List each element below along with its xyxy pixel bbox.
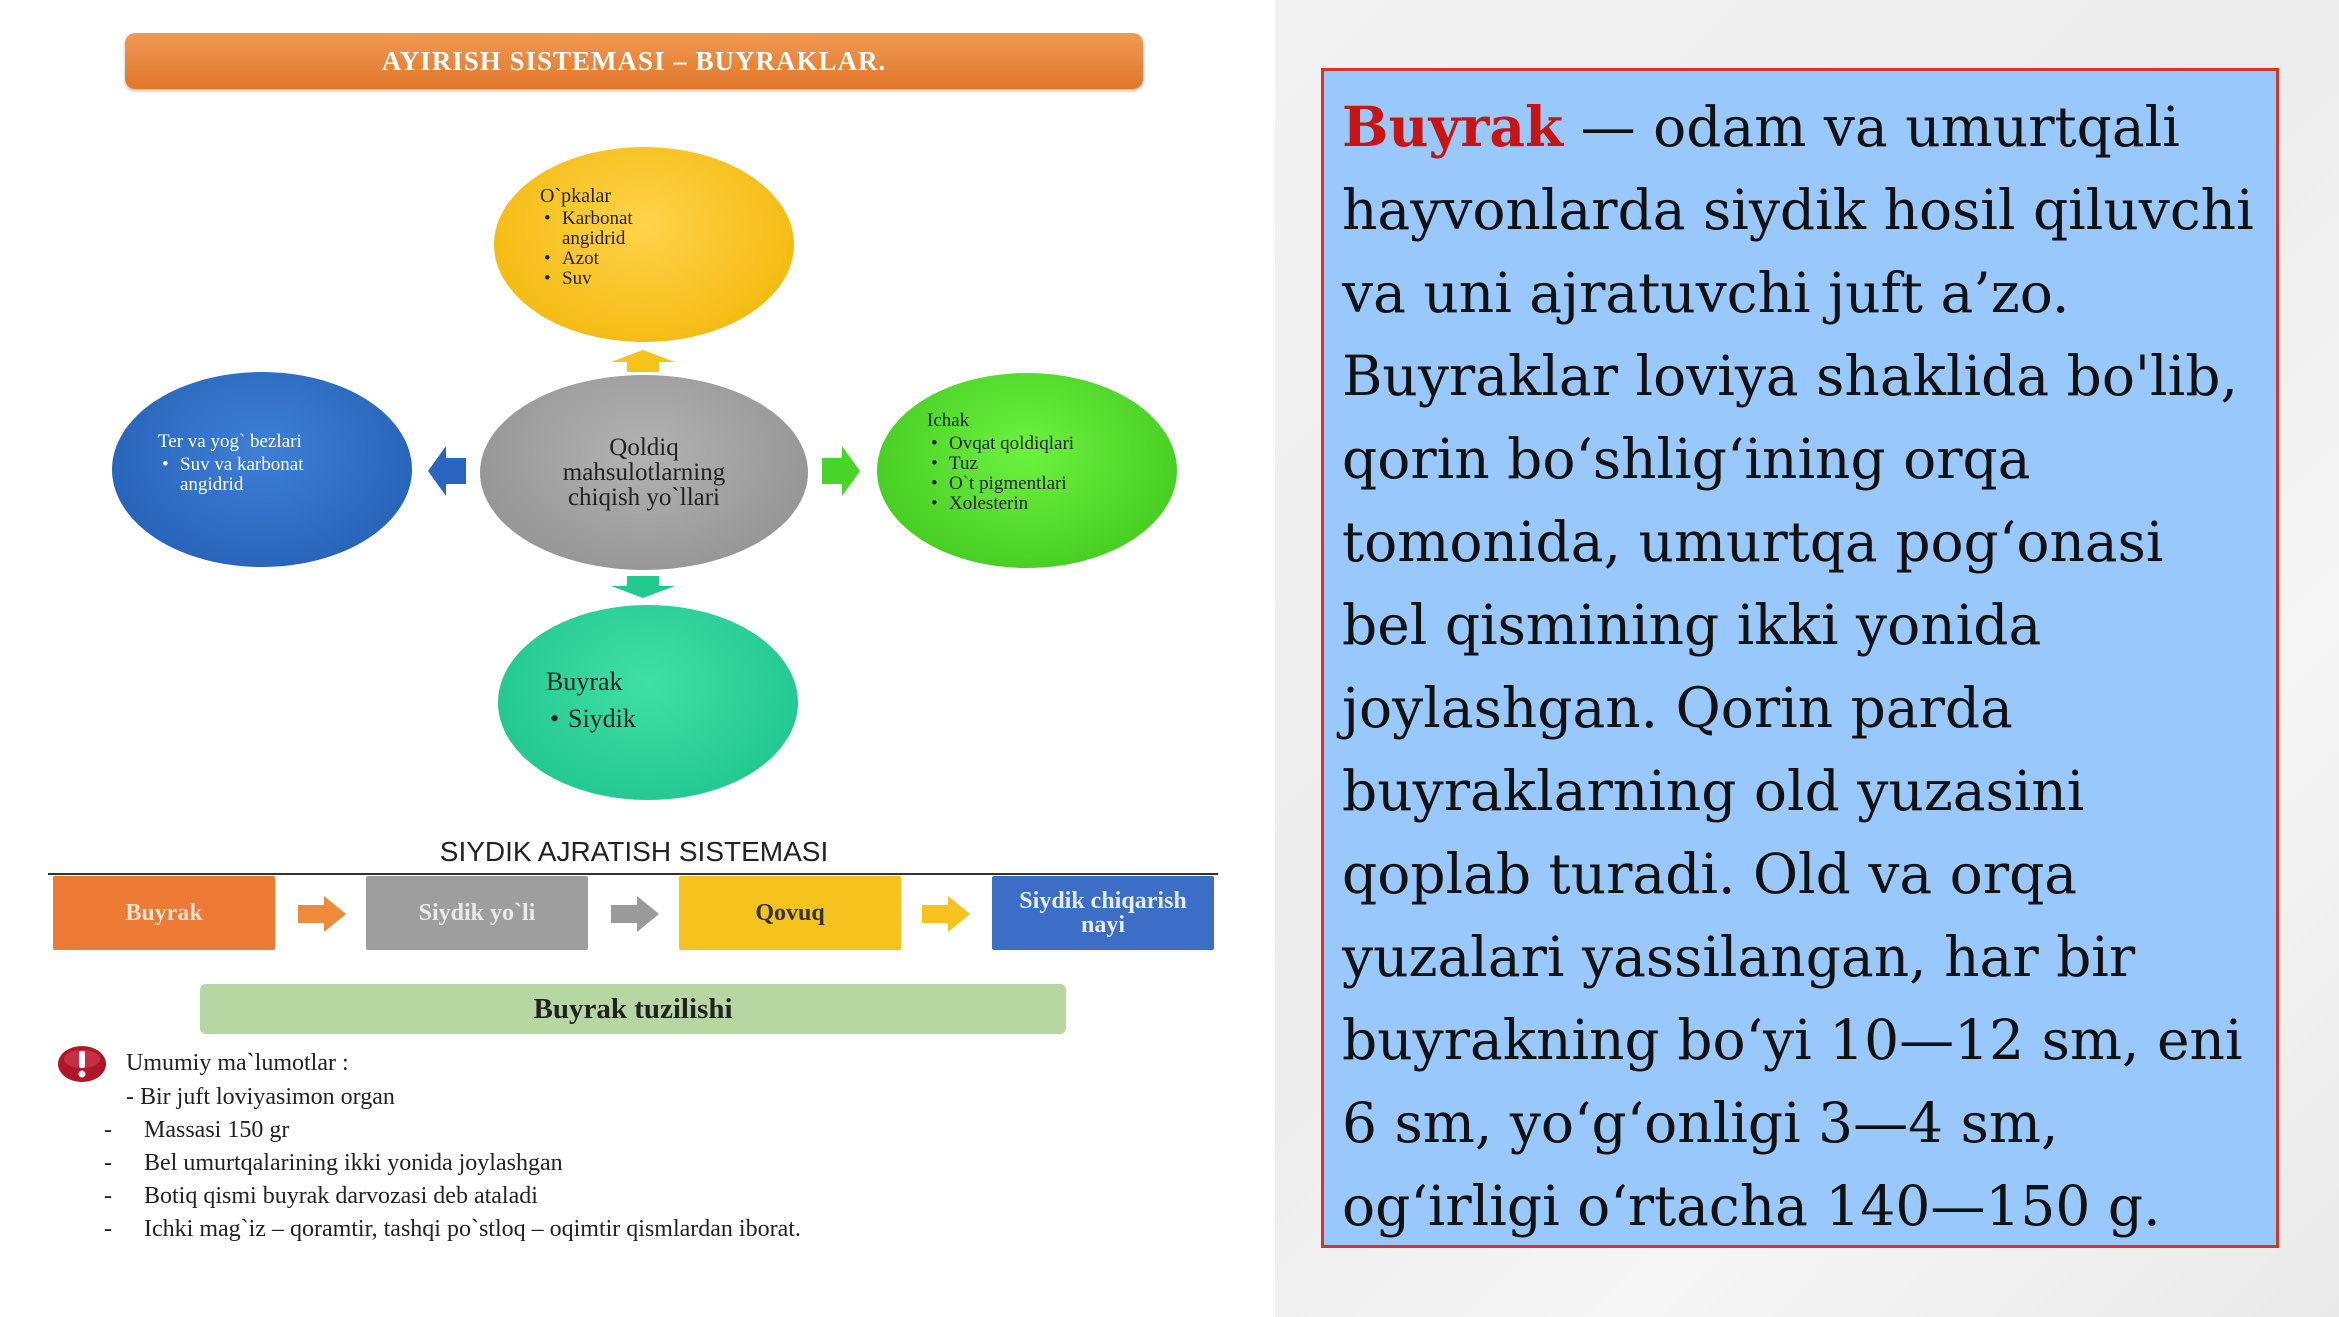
arrow-down-icon <box>611 576 675 598</box>
intestine-item: • Tuz <box>949 454 1177 474</box>
sweat-glands-title: Ter va yog` bezlari <box>158 431 302 452</box>
info-item-text: Bel umurtqalarining ikki yonida joylashgan <box>144 1150 563 1176</box>
info-item-text: Ichki mag`iz – qoramtir, tashqi po`stloq – oqimtir qismlardan iborat. <box>144 1216 801 1242</box>
structure-title: Buyrak tuzilishi <box>200 984 1066 1034</box>
info-item: - Botiq qismi buyrak darvozasi deb ataladi <box>104 1183 538 1209</box>
flow-step-kidney: Buyrak <box>53 876 275 950</box>
center-line-2: mahsulotlarning <box>562 459 726 486</box>
definition-body: — odam va umurtqali hayvonlarda siydik hosil qiluvchi va uni ajratuvchi juft a’zo. Buyraklar loviya shaklida bo'lib, qorin bo‘shlig‘ining orqa tomonida, umurtqa pog‘onasi bel qismining ikki yonida joylashgan. Qorin parda buyraklarning old yuzasini qoplab turadi. Old va orqa yuzalari yassilangan, har bir buyrakning bo‘yi 10—12 sm, eni 6 sm, yo‘g‘onligi 3—4 sm, og‘irligi o‘rtacha 140—150 g. <box>1342 95 2254 1238</box>
lungs-item: • Suv <box>562 269 794 289</box>
kidney-ellipse <box>498 605 798 800</box>
info-list <box>104 1081 801 1246</box>
flow-step-ureter: Siydik yo`li <box>366 876 588 950</box>
info-title: Umumiy ma`lumotlar : <box>126 1050 349 1076</box>
intestine-item: • Ovqat qoldiqlari <box>949 434 1177 454</box>
info-item: - Ichki mag`iz – qoramtir, tashqi po`stloq – oqimtir qismlardan iborat. <box>104 1216 801 1242</box>
lungs-item: • Azot <box>562 249 794 269</box>
intestine-item: • O`t pigmentlari <box>949 474 1177 494</box>
lungs-item: • Karbonat angidrid <box>562 209 677 249</box>
sweat-glands-ellipse <box>112 372 412 567</box>
sweat-glands-item: • Suv va karbonat angidrid <box>180 455 370 495</box>
warning-icon <box>57 1045 107 1083</box>
intestine-ellipse <box>877 373 1177 568</box>
arrow-left-icon <box>428 446 466 496</box>
arrow-up-icon <box>611 350 675 372</box>
info-item-text: Botiq qismi buyrak darvozasi deb ataladi <box>144 1183 538 1209</box>
flow-step-bladder: Qovuq <box>679 876 901 950</box>
lungs-list <box>540 209 794 289</box>
definition-keyword: Buyrak <box>1342 94 1564 159</box>
kidney-title: Buyrak <box>546 667 623 696</box>
arrow-right-icon <box>298 896 346 932</box>
diagram-title: AYIRISH SISTEMASI – BUYRAKLAR. <box>125 33 1143 89</box>
waste-exit-ellipse <box>480 375 808 570</box>
flow-step-urethra <box>992 876 1214 950</box>
lungs-title: O`pkalar <box>540 185 612 207</box>
center-line-1: Qoldiq <box>609 434 679 461</box>
kidney-list <box>546 705 798 732</box>
flow-divider <box>48 873 1218 875</box>
info-item: - Massasi 150 gr <box>104 1117 290 1143</box>
arrow-right-icon <box>611 896 659 932</box>
info-item: - Bel umurtqalarining ikki yonida joylashgan <box>104 1150 563 1176</box>
center-line-3: chiqish yo`llari <box>567 484 721 511</box>
lungs-ellipse <box>494 147 794 342</box>
info-item-text: Massasi 150 gr <box>144 1117 290 1143</box>
kidney-item: • Siydik <box>568 705 798 732</box>
intestine-title: Ichak <box>927 410 970 431</box>
arrow-right-icon <box>822 446 860 496</box>
intestine-item: • Xolesterin <box>949 494 1177 514</box>
flow-title: SIYDIK AJRATISH SISTEMASI <box>439 836 829 867</box>
definition-textbox <box>1321 68 2279 1248</box>
arrow-right-icon <box>922 896 970 932</box>
info-item: - Bir juft loviyasimon organ <box>126 1084 395 1110</box>
intestine-list <box>927 434 1177 514</box>
sweat-glands-list <box>158 455 412 495</box>
flow-step-urethra-label: Siydik chiqarish nayi <box>1019 888 1187 938</box>
